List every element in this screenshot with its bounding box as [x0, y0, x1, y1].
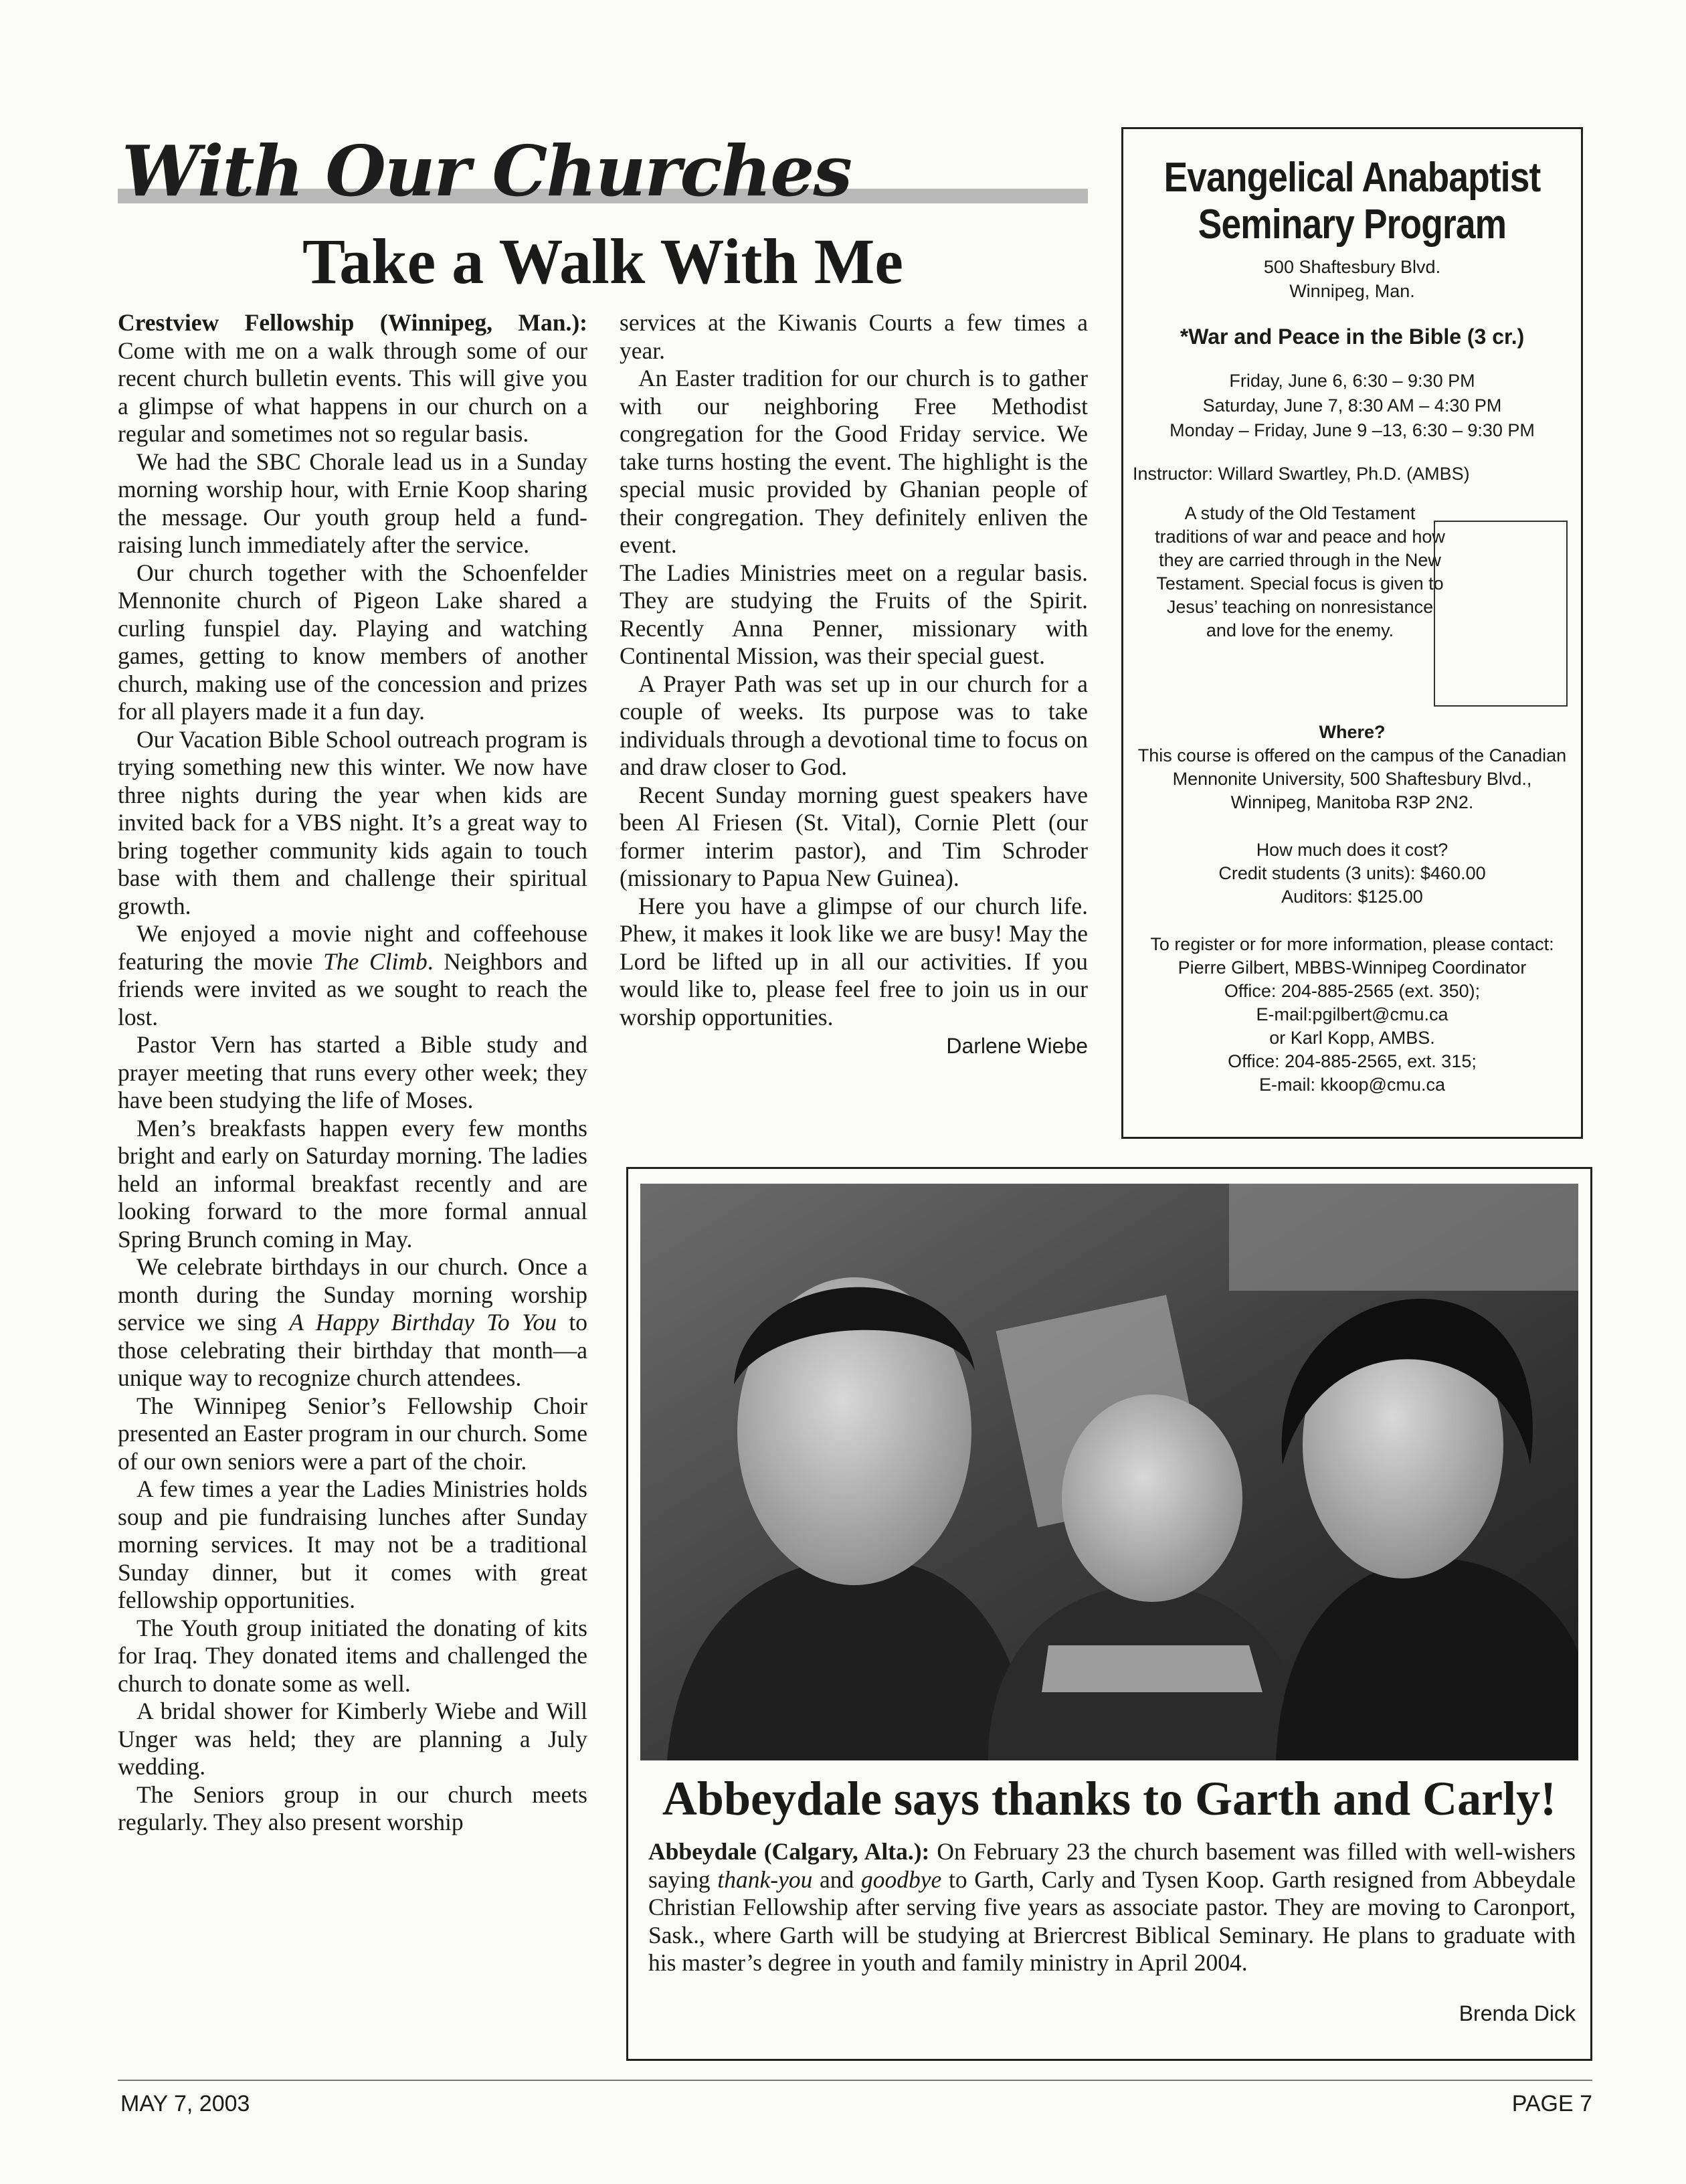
article-paragraph: Our Vacation Bible School outreach program is trying something new this winter. We now have three nights during the year when kids are invited back for a VBS night. It’s a great way to bring together community kids again to touch base with them and challenge their spiritual growth. — [118, 725, 587, 919]
seminary-ad-box — [1121, 127, 1583, 1139]
article-paragraph: Recent Sunday morning guest speakers have been Al Friesen (St. Vital), Cornie Plett (our former interim pastor), and Tim Schroder (missionary to Papua New Guinea). — [620, 781, 1088, 891]
article-paragraph: We celebrate birthdays in our church. Once a month during the Sunday morning worship service we sing A Happy Birthday To You to those celebrating their birthday that month—a unique way to recognize church attendees. — [118, 1253, 588, 1391]
course-instructor: Instructor: Willard Swartley, Ph.D. (AMBS) — [1133, 464, 1470, 484]
where-text: This course is offered on the campus of the Canadian Mennonite University, 500 Shaftesbury Blvd., Winnipeg, Manitoba R3P 2N2. — [1137, 745, 1567, 812]
article-paragraph: Men’s breakfasts happen every few months bright and early on Saturday morning. The ladies held an informal breakfast recently and are looking forward to the more formal annual Spring Brunch coming in May. — [118, 1114, 587, 1253]
contact-info: To register or for more information, please contact: Pierre Gilbert, MBBS-Winnipeg Coordinator Office: 204-885-2565 (ext. 350); E-mail:pgilbert@cmu.ca or Karl Kopp, AMBS. Office: 204-885-2565, ext. 315; E-mail: kkoop@cmu.ca — [1150, 934, 1554, 1095]
article-paragraph: The Winnipeg Senior’s Fellowship Choir presented an Easter program in our church. Some of our own seniors were a part of the choir. — [118, 1392, 587, 1475]
article-title: Take a Walk With Me — [302, 225, 904, 297]
where-heading: Where? — [1319, 722, 1386, 742]
article-column-middle — [620, 309, 1088, 1061]
course-title: *War and Peace in the Bible (3 cr.) — [1180, 325, 1525, 349]
footer-date: MAY 7, 2003 — [120, 2091, 250, 2116]
article-dateline: Crestview Fellowship (Winnipeg, Man.): — [118, 309, 587, 336]
article-paragraph: A bridal shower for Kimberly Wiebe and Will Unger was held; they are planning a July wedding. — [118, 1698, 587, 1780]
article-paragraph: Pastor Vern has started a Bible study and prayer meeting that runs every other week; they have been studying the life of Moses. — [118, 1031, 587, 1113]
instructor-photo-placeholder — [1434, 521, 1568, 707]
article-paragraph: Crestview Fellowship (Winnipeg, Man.): Come with me on a walk through some of our recent church bulletin events. This will give you a glimpse of what happens in our church on a regular and sometimes not so regular basis. — [118, 309, 587, 447]
seminary-title: Evangelical Anabaptist Seminary Program — [1163, 155, 1541, 248]
article-paragraph: The Youth group initiated the donating of kits for Iraq. They donated items and challenged the church to donate some as well. — [118, 1614, 587, 1697]
footer-page-number: PAGE 7 — [1511, 2091, 1592, 2116]
article-paragraph: An Easter tradition for our church is to gather with our neighboring Free Methodist congregation for the Good Friday service. We take turns hosting the event. The highlight is the special music provided by Ghanian people of their congregation. They definitely enliven the event. — [620, 365, 1088, 558]
article-paragraph: A few times a year the Ladies Ministries holds soup and pie fundraising lunches after Sunday morning services. It may not be a traditional Sunday dinner, but it comes with great fellowship opportunities. — [118, 1475, 587, 1613]
family-photo — [640, 1184, 1578, 1760]
cost-heading: How much does it cost? — [1256, 840, 1448, 860]
cost-auditors: Auditors: $125.00 — [1281, 887, 1423, 907]
course-description: A study of the Old Testament traditions of war and peace and how they are carried through in the New Testament. Special focus is given to Jesus’ teaching on nonresistance and love for the enemy. — [1155, 503, 1445, 640]
article-paragraph: The Seniors group in our church meets regularly. They also present worship — [118, 1781, 587, 1835]
section-banner — [118, 131, 1088, 218]
article-byline: Darlene Wiebe — [946, 1034, 1088, 1058]
course-schedule: Friday, June 6, 6:30 – 9:30 PM Saturday, June 7, 8:30 AM – 4:30 PM Monday – Friday, June 9 –13, 6:30 – 9:30 PM — [1169, 371, 1535, 440]
abbeydale-feature-box — [626, 1167, 1592, 2061]
feature-body: Abbeydale (Calgary, Alta.): On February 23 the church basement was filled with well-wishers saying thank-you and goodbye to Garth, Carly and Tysen Koop. Garth resigned from Abbeydale Christian Fellowship after serving five years as associate pastor. They are moving to Caronport, Sask., where Garth will be studying at Briercrest Biblical Seminary. He plans to graduate with his master’s degree in youth and family ministry in April 2004. — [648, 1838, 1576, 1976]
article-paragraph: We had the SBC Chorale lead us in a Sunday morning worship hour, with Ernie Koop sharing the message. Our youth group held a fund-raising lunch immediately after the service. — [118, 448, 587, 558]
article-paragraph: Here you have a glimpse of our church life. Phew, it makes it look like we are busy! May the Lord be lifted up in all our activities. If you would like to, please feel free to join us in our worship opportunities. — [620, 892, 1088, 1030]
article-paragraph: We enjoyed a movie night and coffeehouse featuring the movie The Climb. Neighbors and friends were invited as we sought to reach the lost. — [118, 920, 587, 1030]
article-paragraph: Our church together with the Schoenfelder Mennonite church of Pigeon Lake shared a curling funspiel day. Playing and watching games, getting to know members of another church, making use of the concession and prizes for all players made it a fun day. — [118, 559, 587, 725]
feature-dateline: Abbeydale (Calgary, Alta.): — [648, 1838, 930, 1865]
feature-title: Abbeydale says thanks to Garth and Carly! — [662, 1772, 1557, 1825]
footer-rule — [118, 2080, 1592, 2081]
section-title: With Our Churches — [122, 130, 851, 212]
cost-credit: Credit students (3 units): $460.00 — [1218, 863, 1486, 883]
seminary-address: 500 Shaftesbury Blvd. Winnipeg, Man. — [1263, 257, 1441, 301]
article-column-left — [118, 309, 587, 1837]
article-paragraph: services at the Kiwanis Courts a few times a year. — [620, 309, 1088, 364]
article-paragraph: A Prayer Path was set up in our church for a couple of weeks. Its purpose was to take individuals through a devotional time to focus on and draw closer to God. — [620, 670, 1088, 780]
article-paragraph: The Ladies Ministries meet on a regular basis. They are studying the Fruits of the Spirit. Recently Anna Penner, missionary with Continental Mission, was their special guest. — [620, 559, 1088, 669]
feature-byline: Brenda Dick — [1459, 2001, 1576, 2025]
